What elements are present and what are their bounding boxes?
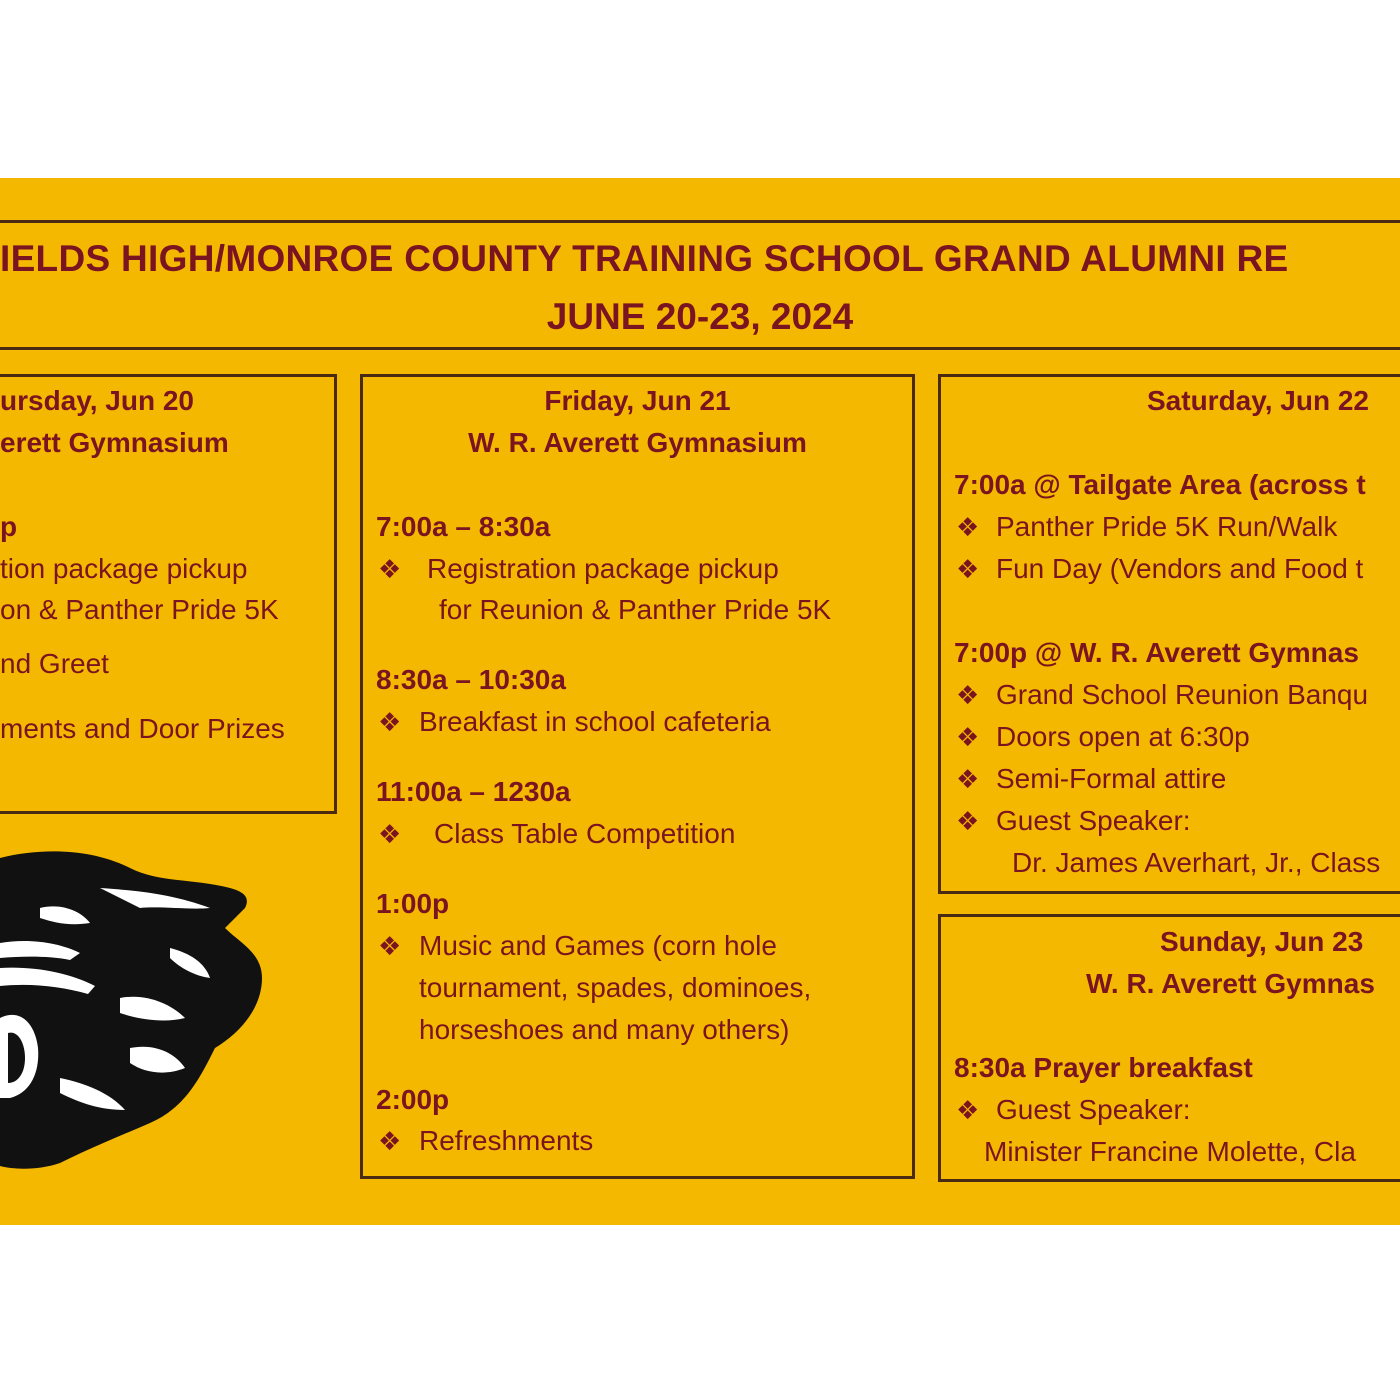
friday-item: horseshoes and many others) — [419, 1014, 790, 1045]
panther-mascot-icon — [0, 848, 270, 1178]
thursday-item: ments and Door Prizes — [0, 713, 285, 744]
bullet-icon: ❖ — [956, 806, 980, 836]
friday-time: 7:00a – 8:30a — [376, 511, 551, 542]
saturday-item: Fun Day (Vendors and Food t — [996, 553, 1364, 584]
bullet-icon: ❖ — [956, 554, 980, 584]
thursday-location: erett Gymnasium — [0, 427, 229, 458]
bullet-icon: ❖ — [378, 707, 402, 737]
bullet-icon: ❖ — [378, 931, 402, 961]
bullet-icon: ❖ — [378, 1126, 402, 1156]
thursday-item: on & Panther Pride 5K — [0, 594, 279, 625]
saturday-item: Grand School Reunion Banqu — [996, 679, 1369, 710]
sunday-item: Guest Speaker: — [996, 1094, 1191, 1125]
friday-item: tournament, spades, dominoes, — [419, 972, 812, 1003]
sunday-day: Sunday, Jun 23 — [1160, 926, 1364, 957]
sunday-time: 8:30a Prayer breakfast — [954, 1052, 1253, 1083]
bullet-icon: ❖ — [378, 819, 402, 849]
friday-item: Registration package pickup — [427, 553, 779, 584]
friday-time: 8:30a – 10:30a — [376, 664, 566, 695]
friday-item: for Reunion & Panther Pride 5K — [439, 594, 832, 625]
friday-item: Refreshments — [419, 1125, 594, 1156]
saturday-item: Guest Speaker: — [996, 805, 1191, 836]
saturday-day: Saturday, Jun 22 — [1147, 385, 1370, 416]
bullet-icon: ❖ — [378, 554, 402, 584]
friday-time: 2:00p — [376, 1084, 450, 1115]
friday-item: Music and Games (corn hole — [419, 930, 777, 961]
flyer-title: IELDS HIGH/MONROE COUNTY TRAINING SCHOOL GRAND ALUMNI RE — [0, 238, 1289, 279]
reunion-flyer — [0, 178, 1400, 1225]
thursday-day: ursday, Jun 20 — [0, 385, 195, 416]
sunday-item: Minister Francine Molette, Cla — [984, 1136, 1356, 1167]
friday-item: Class Table Competition — [434, 818, 736, 849]
friday-day: Friday, Jun 21 — [544, 385, 731, 416]
bullet-icon: ❖ — [956, 1095, 980, 1125]
friday-time: 11:00a – 1230a — [376, 776, 571, 807]
bullet-icon: ❖ — [956, 722, 980, 752]
bullet-icon: ❖ — [956, 764, 980, 794]
sunday-location: W. R. Averett Gymnas — [1086, 968, 1375, 999]
saturday-time: 7:00a @ Tailgate Area (across t — [954, 469, 1366, 500]
friday-time: 1:00p — [376, 888, 450, 919]
saturday-item: Doors open at 6:30p — [996, 721, 1250, 752]
saturday-time: 7:00p @ W. R. Averett Gymnas — [954, 637, 1359, 668]
saturday-item: Dr. James Averhart, Jr., Class — [1012, 847, 1381, 878]
friday-item: Breakfast in school cafeteria — [419, 706, 771, 737]
bullet-icon: ❖ — [956, 680, 980, 710]
flyer-dates: JUNE 20-23, 2024 — [546, 296, 854, 337]
thursday-item: nd Greet — [0, 648, 109, 679]
thursday-item: tion package pickup — [0, 553, 248, 584]
thursday-time: p — [0, 511, 18, 542]
saturday-item: Semi-Formal attire — [996, 763, 1227, 794]
friday-location: W. R. Averett Gymnasium — [468, 427, 807, 458]
saturday-item: Panther Pride 5K Run/Walk — [996, 511, 1338, 542]
bullet-icon: ❖ — [956, 512, 980, 542]
